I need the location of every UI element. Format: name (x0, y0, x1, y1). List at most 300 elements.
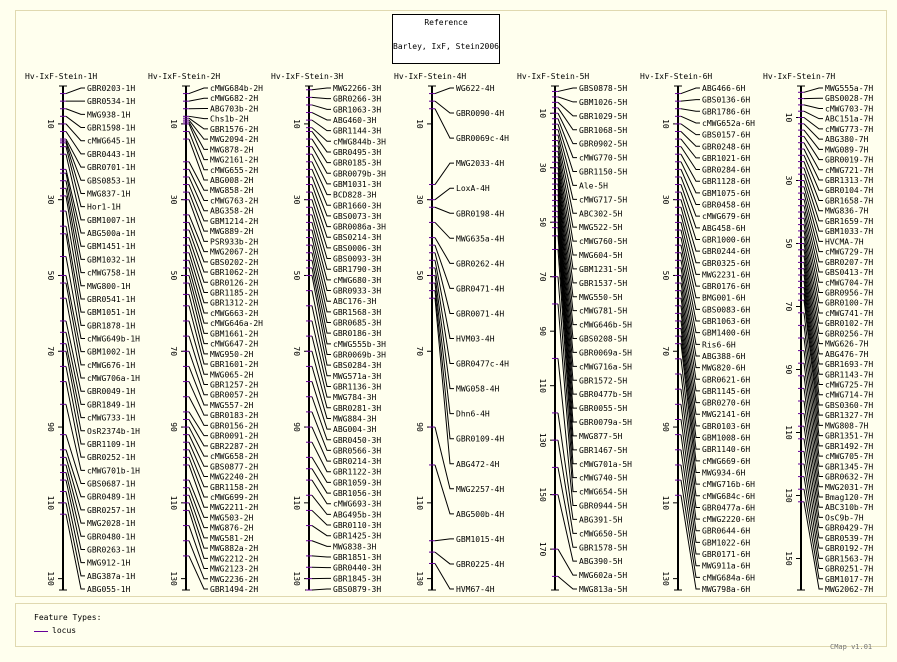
locus-label[interactable]: GBR0440-3H (333, 563, 382, 573)
scale-tick-label[interactable]: 90 (784, 364, 793, 375)
locus-label[interactable]: ABG380-7H (825, 135, 869, 145)
scale-tick-label[interactable]: 50 (661, 270, 670, 281)
locus-label[interactable]: cMWG763-2H (210, 196, 259, 206)
locus-label[interactable]: ABG472-4H (456, 459, 500, 469)
locus-label[interactable]: GBR1492-7H (825, 441, 874, 451)
scale-tick-label[interactable]: 130 (46, 571, 55, 586)
scale-tick-label[interactable]: 70 (784, 301, 793, 312)
locus-label[interactable]: LoxA-4H (456, 184, 490, 194)
locus-label[interactable]: MWG889-2H (210, 227, 254, 237)
locus-label[interactable]: MWG522-5H (579, 223, 623, 233)
scale-tick-label[interactable]: 110 (292, 495, 301, 511)
scale-tick-label[interactable]: 50 (46, 270, 55, 281)
locus-label[interactable]: GBR1659-7H (825, 216, 874, 226)
locus-label[interactable]: GBR0110-3H (333, 521, 382, 531)
locus-label[interactable]: GBR0644-6H (702, 526, 751, 536)
scale-tick-label[interactable]: 70 (169, 346, 178, 357)
locus-label[interactable]: GBR1136-3H (333, 382, 382, 392)
locus-label[interactable]: BMG001-6H (702, 293, 746, 303)
locus-label[interactable]: cMWG773-7H (825, 124, 874, 134)
locus-label[interactable]: GBR0071-4H (456, 309, 505, 319)
locus-label[interactable]: GBR0621-6H (702, 375, 751, 385)
locus-label[interactable]: cMWG705-7H (825, 452, 874, 462)
locus-label[interactable]: Ris6-6H (702, 340, 736, 350)
locus-label[interactable]: GBR0171-6H (702, 550, 751, 560)
map-title[interactable]: Hv-IxF-Stein-1H (25, 72, 98, 81)
locus-label[interactable]: GBR0257-1H (87, 505, 136, 515)
locus-label[interactable]: MWG838-3H (333, 542, 377, 552)
locus-label[interactable]: GBR1144-3H (333, 126, 382, 136)
locus-label[interactable]: ABG004-3H (333, 425, 377, 435)
locus-label[interactable]: GBR0251-7H (825, 564, 874, 574)
locus-label[interactable]: GBR1345-7H (825, 462, 874, 472)
locus-label[interactable]: GBR0458-6H (702, 200, 751, 210)
locus-label[interactable]: GBS0157-6H (702, 130, 751, 140)
scale-tick-label[interactable]: 10 (46, 119, 55, 129)
locus-label[interactable]: GBR1140-6H (702, 445, 751, 455)
scale-tick-label[interactable]: 110 (538, 378, 547, 393)
locus-label[interactable]: MWG858-2H (210, 186, 254, 196)
scale-tick-label[interactable]: 130 (292, 571, 301, 586)
scale-tick-label[interactable]: 150 (538, 487, 547, 502)
locus-label[interactable]: GBR1150-5H (579, 167, 628, 177)
locus-label[interactable]: MWG808-7H (825, 421, 869, 431)
locus-label[interactable]: GBR1312-2H (210, 298, 259, 308)
locus-label[interactable]: GBM1008-6H (702, 433, 751, 443)
locus-label[interactable]: cMWG679-6H (702, 212, 751, 222)
locus-label[interactable]: MWG882a-2H (210, 544, 259, 554)
locus-label[interactable]: cMWG717-5H (579, 195, 628, 205)
locus-label[interactable]: MWG2236-2H (210, 574, 259, 584)
map-title[interactable]: Hv-IxF-Stein-7H (763, 72, 836, 81)
locus-label[interactable]: GBR0443-1H (87, 149, 136, 159)
locus-label[interactable]: GBR1849-1H (87, 400, 136, 410)
locus-label[interactable]: GBR1568-3H (333, 307, 382, 317)
scale-tick-label[interactable]: 110 (415, 495, 424, 511)
locus-label[interactable]: ABC176-3H (333, 297, 377, 307)
locus-label[interactable]: ABG008-2H (210, 176, 254, 186)
locus-label[interactable]: MWG800-1H (87, 281, 131, 291)
locus-label[interactable]: ABG390-5H (579, 557, 623, 567)
locus-label[interactable]: MWG938-1H (87, 110, 131, 120)
locus-label[interactable]: GBM1051-1H (87, 308, 136, 318)
locus-label[interactable]: cMWG646b-5H (579, 320, 632, 330)
locus-label[interactable]: cMWG680-3H (333, 275, 382, 285)
locus-label[interactable]: MWG877-5H (579, 431, 623, 441)
locus-label[interactable]: GBR1351-7H (825, 431, 874, 441)
locus-label[interactable]: MWG820-6H (702, 363, 746, 373)
locus-label[interactable]: GBR1143-7H (825, 370, 874, 380)
scale-tick-label[interactable]: 30 (415, 194, 424, 205)
scale-tick-label[interactable]: 90 (169, 422, 178, 432)
scale-tick-label[interactable]: 90 (46, 422, 55, 432)
locus-label[interactable]: cMWG721-7H (825, 165, 874, 175)
locus-label[interactable]: GBR0100-7H (825, 298, 874, 308)
locus-label[interactable]: GBR1601-2H (210, 360, 259, 370)
locus-label[interactable]: ABG460-3H (333, 115, 377, 125)
locus-label[interactable]: cMWG740-5H (579, 473, 628, 483)
locus-label[interactable]: GBR0091-2H (210, 431, 259, 441)
locus-label[interactable]: GBR1000-6H (702, 235, 751, 245)
locus-label[interactable]: cMWG2220-6H (702, 515, 755, 525)
locus-label[interactable]: GBR0055-5H (579, 404, 628, 414)
locus-label[interactable]: cMWG654-5H (579, 487, 628, 497)
locus-label[interactable]: cMWG646a-2H (210, 319, 263, 329)
locus-label[interactable]: GBR0103-6H (702, 421, 751, 431)
scale-tick-label[interactable]: 130 (538, 432, 547, 448)
locus-label[interactable]: GBS0877-2H (210, 462, 259, 472)
locus-label[interactable]: GBM1032-1H (87, 255, 136, 265)
locus-label[interactable]: MWG602a-5H (579, 571, 628, 581)
locus-label[interactable]: cMWG725-7H (825, 380, 874, 390)
locus-label[interactable]: GBM1075-6H (702, 188, 751, 198)
locus-label[interactable]: GBR0539-7H (825, 533, 874, 543)
locus-label[interactable]: GBR0185-3H (333, 158, 382, 168)
locus-label[interactable]: GBR1693-7H (825, 360, 874, 370)
locus-label[interactable]: GBS0413-7H (825, 268, 874, 278)
locus-label[interactable]: ABG458-6H (702, 223, 746, 233)
locus-label[interactable]: GBR0632-7H (825, 472, 874, 482)
locus-label[interactable]: GBR0248-6H (702, 142, 751, 152)
locus-label[interactable]: ABG476-7H (825, 349, 869, 359)
scale-tick-label[interactable]: 30 (538, 162, 547, 173)
locus-label[interactable]: GBR1327-7H (825, 411, 874, 421)
locus-label[interactable]: GBR0126-2H (210, 278, 259, 288)
locus-label[interactable]: GBR1563-7H (825, 554, 874, 564)
scale-tick-label[interactable]: 10 (169, 119, 178, 129)
scale-tick-label[interactable]: 30 (784, 175, 793, 186)
locus-label[interactable]: MWG2211-2H (210, 503, 259, 513)
locus-label[interactable]: MWG911a-6H (702, 561, 751, 571)
locus-label[interactable]: MWG555a-7H (825, 84, 874, 93)
locus-label[interactable]: GBR0325-6H (702, 258, 751, 268)
locus-label[interactable]: cMWG703-7H (825, 104, 874, 114)
locus-label[interactable]: MWG581-2H (210, 533, 254, 543)
locus-label[interactable]: GBR0244-6H (702, 247, 751, 257)
locus-label[interactable]: cMWG760-5H (579, 237, 628, 247)
locus-label[interactable]: GBR0956-7H (825, 288, 874, 298)
locus-label[interactable]: GBS0853-1H (87, 176, 136, 186)
locus-label[interactable]: cMWG729-7H (825, 247, 874, 257)
locus-label[interactable]: GBR1425-3H (333, 531, 382, 541)
locus-label[interactable]: GBM1002-1H (87, 347, 136, 357)
scale-tick-label[interactable]: 70 (415, 346, 424, 357)
locus-label[interactable]: MWG635a-4H (456, 234, 505, 244)
locus-label[interactable]: cMWG699-2H (210, 492, 259, 502)
locus-label[interactable]: GBR0944-5H (579, 501, 628, 511)
scale-tick-label[interactable]: 90 (538, 326, 547, 337)
locus-label[interactable]: MWG884-3H (333, 414, 377, 424)
locus-label[interactable]: GBS0073-3H (333, 211, 382, 221)
scale-tick-label[interactable]: 130 (415, 571, 424, 586)
locus-label[interactable]: cMWG684b-2H (210, 84, 263, 93)
locus-label[interactable]: HVM03-4H (456, 334, 495, 344)
scale-tick-label[interactable]: 10 (784, 112, 793, 123)
scale-tick-label[interactable]: 90 (661, 422, 670, 432)
locus-label[interactable]: MWG798a-6H (702, 585, 751, 594)
map-title[interactable]: Hv-IxF-Stein-5H (517, 72, 590, 81)
locus-label[interactable]: GBR0192-7H (825, 544, 874, 554)
locus-label[interactable]: GBR0156-2H (210, 421, 259, 431)
locus-label[interactable]: GBS0136-6H (702, 95, 751, 105)
locus-label[interactable]: GBR1572-5H (579, 376, 628, 386)
locus-label[interactable]: HVM67-4H (456, 585, 495, 594)
locus-label[interactable]: MWG2240-2H (210, 472, 259, 482)
locus-label[interactable]: GBR0450-3H (333, 435, 382, 445)
locus-label[interactable]: Dhn6-4H (456, 409, 490, 419)
locus-label[interactable]: GBS0006-3H (333, 243, 382, 253)
scale-tick-label[interactable]: 90 (415, 422, 424, 432)
locus-label[interactable]: cMWG555b-3H (333, 339, 386, 349)
locus-label[interactable]: cMWG684c-6H (702, 491, 755, 501)
locus-label[interactable]: GBR0183-2H (210, 411, 259, 421)
locus-label[interactable]: MWG934-6H (702, 468, 746, 478)
locus-label[interactable]: cMWG704-7H (825, 278, 874, 288)
locus-label[interactable]: GBR0102-7H (825, 319, 874, 329)
locus-label[interactable]: MWG2212-2H (210, 554, 259, 564)
map-title[interactable]: Hv-IxF-Stein-2H (148, 72, 221, 81)
locus-label[interactable]: ABG358-2H (210, 206, 254, 216)
locus-label[interactable]: GBR0057-2H (210, 390, 259, 400)
locus-label[interactable]: MWG2257-4H (456, 484, 505, 494)
locus-label[interactable]: GBR0263-1H (87, 545, 136, 555)
locus-label[interactable]: OsR2374b-1H (87, 426, 140, 436)
locus-label[interactable]: Ale-5H (579, 181, 608, 191)
locus-label[interactable]: GBR0429-7H (825, 523, 874, 533)
locus-label[interactable]: GBR1063-3H (333, 105, 382, 115)
map-title[interactable]: Hv-IxF-Stein-3H (271, 72, 344, 81)
locus-label[interactable]: GBR1063-6H (702, 317, 751, 327)
locus-label[interactable]: cMWG663-2H (210, 308, 259, 318)
locus-label[interactable]: ABC302-5H (579, 209, 623, 219)
locus-label[interactable]: cMWG781-5H (579, 306, 628, 316)
map-title[interactable]: Hv-IxF-Stein-4H (394, 72, 467, 81)
locus-label[interactable]: GBR1068-5H (579, 125, 628, 135)
scale-tick-label[interactable]: 10 (538, 108, 547, 119)
locus-label[interactable]: GBR0489-1H (87, 492, 136, 502)
locus-label[interactable]: GBR1790-3H (333, 265, 382, 275)
scale-tick-label[interactable]: 50 (784, 238, 793, 249)
locus-label[interactable]: cMWG770-5H (579, 153, 628, 163)
locus-label[interactable]: GBR0086a-3H (333, 222, 386, 232)
locus-label[interactable]: GBR0019-7H (825, 155, 874, 165)
locus-label[interactable]: cMWG844b-3H (333, 137, 386, 147)
locus-label[interactable]: ABG055-1H (87, 585, 131, 594)
locus-label[interactable]: GBR0477c-4H (456, 359, 509, 369)
locus-label[interactable]: cMWG669-6H (702, 456, 751, 466)
locus-label[interactable]: cMWG684a-6H (702, 573, 755, 583)
locus-label[interactable]: MWG2141-6H (702, 410, 751, 420)
locus-label[interactable]: GBR1313-7H (825, 176, 874, 186)
locus-label[interactable]: GBR0176-6H (702, 282, 751, 292)
locus-label[interactable]: GBR1056-3H (333, 489, 382, 499)
locus-label[interactable]: GBR2287-2H (210, 441, 259, 451)
locus-label[interactable]: GBM1661-2H (210, 329, 259, 339)
locus-label[interactable]: ABG495b-3H (333, 510, 382, 520)
locus-label[interactable]: GBR1059-3H (333, 478, 382, 488)
locus-label[interactable]: cMWG645-1H (87, 136, 136, 146)
locus-label[interactable]: MWG604-5H (579, 251, 623, 260)
locus-label[interactable]: MWG813a-5H (579, 585, 628, 594)
locus-label[interactable]: MWG950-2H (210, 349, 254, 359)
locus-label[interactable]: GBS0093-3H (333, 254, 382, 264)
locus-label[interactable]: cMWG650-5H (579, 529, 628, 539)
scale-tick-label[interactable]: 90 (292, 422, 301, 432)
locus-label[interactable]: MWG058-4H (456, 384, 500, 394)
locus-label[interactable]: GBR1185-2H (210, 288, 259, 298)
locus-label[interactable]: GBR0207-7H (825, 257, 874, 267)
locus-label[interactable]: GBR1062-2H (210, 268, 259, 278)
locus-label[interactable]: GBR0090-4H (456, 109, 505, 119)
scale-tick-label[interactable]: 130 (784, 488, 793, 503)
locus-label[interactable]: GBR1122-3H (333, 467, 382, 477)
locus-label[interactable]: MWG836-7H (825, 206, 869, 216)
locus-label[interactable]: GBR0541-1H (87, 294, 136, 304)
locus-label[interactable]: GBR1537-5H (579, 278, 628, 288)
locus-label[interactable]: ABG387a-1H (87, 571, 136, 581)
scale-tick-label[interactable]: 130 (169, 571, 178, 586)
locus-label[interactable]: GBR0069b-3H (333, 350, 386, 360)
locus-label[interactable]: ABG500a-1H (87, 229, 136, 239)
locus-label[interactable]: GBR0079b-3H (333, 169, 386, 179)
locus-label[interactable]: GBR0198-4H (456, 209, 505, 219)
locus-label[interactable]: MWG2062-7H (825, 585, 874, 594)
locus-label[interactable]: GBR0270-6H (702, 398, 751, 408)
locus-label[interactable]: MWG2123-2H (210, 564, 259, 574)
locus-label[interactable]: GBM1214-2H (210, 216, 259, 226)
locus-label[interactable]: GBR1845-3H (333, 574, 382, 584)
locus-label[interactable]: cMWG655-2H (210, 165, 259, 175)
scale-tick-label[interactable]: 110 (661, 495, 670, 511)
scale-tick-label[interactable]: 110 (46, 495, 55, 511)
locus-label[interactable]: cMWG716a-5H (579, 362, 632, 372)
locus-label[interactable]: MWG2033-4H (456, 159, 505, 169)
locus-label[interactable]: GBR0701-1H (87, 163, 136, 173)
locus-label[interactable]: MWG2028-1H (87, 519, 136, 529)
locus-label[interactable]: GBS0028-7H (825, 94, 874, 104)
locus-label[interactable]: BCD828-3H (333, 190, 377, 200)
locus-label[interactable]: GBR0471-4H (456, 284, 505, 294)
locus-label[interactable]: GBR0685-3H (333, 318, 382, 328)
locus-label[interactable]: MWG571a-3H (333, 371, 382, 381)
scale-tick-label[interactable]: 170 (538, 541, 547, 557)
locus-label[interactable]: MWG065-2H (210, 370, 254, 380)
locus-label[interactable]: Hor1-1H (87, 202, 121, 212)
locus-label[interactable]: cMWG714-7H (825, 390, 874, 400)
scale-tick-label[interactable]: 50 (415, 270, 424, 281)
locus-label[interactable]: GBS0202-2H (210, 257, 259, 267)
locus-label[interactable]: GBR1145-6H (702, 386, 751, 396)
locus-label[interactable]: cMWG652a-6H (702, 118, 755, 128)
locus-label[interactable]: GBR0495-3H (333, 147, 382, 157)
locus-label[interactable]: ABG500b-4H (456, 509, 505, 519)
map-title[interactable]: Hv-IxF-Stein-6H (640, 72, 713, 81)
scale-tick-label[interactable]: 70 (538, 271, 547, 282)
locus-label[interactable]: GBR1158-2H (210, 482, 259, 492)
locus-label[interactable]: GBR1021-6H (702, 153, 751, 163)
scale-tick-label[interactable]: 50 (538, 217, 547, 228)
locus-label[interactable]: GBR1578-5H (579, 543, 628, 553)
locus-label[interactable]: GBS0879-3H (333, 585, 382, 594)
locus-label[interactable]: GBM1033-7H (825, 227, 874, 237)
locus-label[interactable]: GBR1128-6H (702, 177, 751, 187)
locus-label[interactable]: GBS0360-7H (825, 400, 874, 410)
scale-tick-label[interactable]: 70 (661, 346, 670, 357)
locus-label[interactable]: MWG503-2H (210, 513, 254, 523)
scale-tick-label[interactable]: 70 (292, 346, 301, 357)
locus-label[interactable]: GBR0214-3H (333, 457, 382, 467)
locus-label[interactable]: MWG2231-6H (702, 270, 751, 280)
locus-label[interactable]: GBR0225-4H (456, 559, 505, 569)
scale-tick-label[interactable]: 50 (292, 270, 301, 281)
locus-label[interactable]: GBR0262-4H (456, 259, 505, 269)
locus-label[interactable]: cMWG706a-1H (87, 374, 140, 384)
locus-label[interactable]: cMWG676-1H (87, 360, 136, 370)
locus-label[interactable]: MWG089-7H (825, 145, 869, 155)
locus-label[interactable]: GBR0902-5H (579, 139, 628, 149)
locus-label[interactable]: GBR1598-1H (87, 123, 136, 133)
locus-label[interactable]: ABG703b-2H (210, 104, 259, 114)
locus-label[interactable]: GBR1576-2H (210, 124, 259, 134)
scale-tick-label[interactable]: 30 (661, 194, 670, 205)
locus-label[interactable]: GBS0214-3H (333, 233, 382, 243)
scale-tick-label[interactable]: 10 (292, 119, 301, 129)
locus-label[interactable]: cMWG758-1H (87, 268, 136, 278)
scale-tick-label[interactable]: 150 (784, 551, 793, 566)
locus-label[interactable]: GBR0284-6H (702, 165, 751, 175)
locus-label[interactable]: cMWG649b-1H (87, 334, 140, 344)
locus-label[interactable]: MWG626-7H (825, 339, 869, 349)
locus-label[interactable]: cMWG701b-1H (87, 466, 140, 476)
locus-label[interactable]: MWG2266-3H (333, 84, 382, 93)
locus-label[interactable]: ABC151a-7H (825, 114, 874, 124)
locus-label[interactable]: MWG837-1H (87, 189, 131, 199)
locus-label[interactable]: GBS0878-5H (579, 84, 628, 93)
locus-label[interactable]: MWG2031-7H (825, 482, 874, 492)
locus-label[interactable]: cMWG658-2H (210, 452, 259, 462)
locus-label[interactable]: GBR0049-1H (87, 387, 136, 397)
locus-label[interactable]: GBR1660-3H (333, 201, 382, 211)
locus-label[interactable]: GBR0069c-4H (456, 134, 509, 144)
locus-label[interactable]: GBR1786-6H (702, 107, 751, 117)
locus-label[interactable]: GBR1878-1H (87, 321, 136, 331)
locus-label[interactable]: GBR1109-1H (87, 439, 136, 449)
locus-label[interactable]: GBR0104-7H (825, 186, 874, 196)
scale-tick-label[interactable]: 10 (415, 119, 424, 129)
locus-label[interactable]: GBR0256-7H (825, 329, 874, 339)
locus-label[interactable]: GBR0534-1H (87, 97, 136, 107)
locus-label[interactable]: cMWG647-2H (210, 339, 259, 349)
locus-label[interactable]: GBM1017-7H (825, 574, 874, 584)
locus-label[interactable]: GBR0566-3H (333, 446, 382, 456)
locus-label[interactable]: OsC9b-7H (825, 513, 864, 523)
locus-label[interactable]: PSR933b-2H (210, 237, 259, 247)
locus-label[interactable]: ABC310b-7H (825, 503, 874, 513)
locus-label[interactable]: GBM1231-5H (579, 264, 628, 274)
locus-label[interactable]: MWG878-2H (210, 145, 254, 155)
locus-label[interactable]: GBR1658-7H (825, 196, 874, 206)
locus-label[interactable]: GBR1257-2H (210, 380, 259, 390)
locus-label[interactable]: GBR0109-4H (456, 434, 505, 444)
locus-label[interactable]: GBR0477a-6H (702, 503, 755, 513)
locus-label[interactable]: MWG784-3H (333, 393, 377, 403)
locus-label[interactable]: GBR0266-3H (333, 94, 382, 104)
locus-label[interactable]: GBR0069a-5H (579, 348, 632, 358)
locus-label[interactable]: cMWG733-1H (87, 413, 136, 423)
locus-label[interactable]: GBS0687-1H (87, 479, 136, 489)
locus-label[interactable]: MWG2067-2H (210, 247, 259, 257)
locus-label[interactable]: GBM1026-5H (579, 97, 628, 107)
